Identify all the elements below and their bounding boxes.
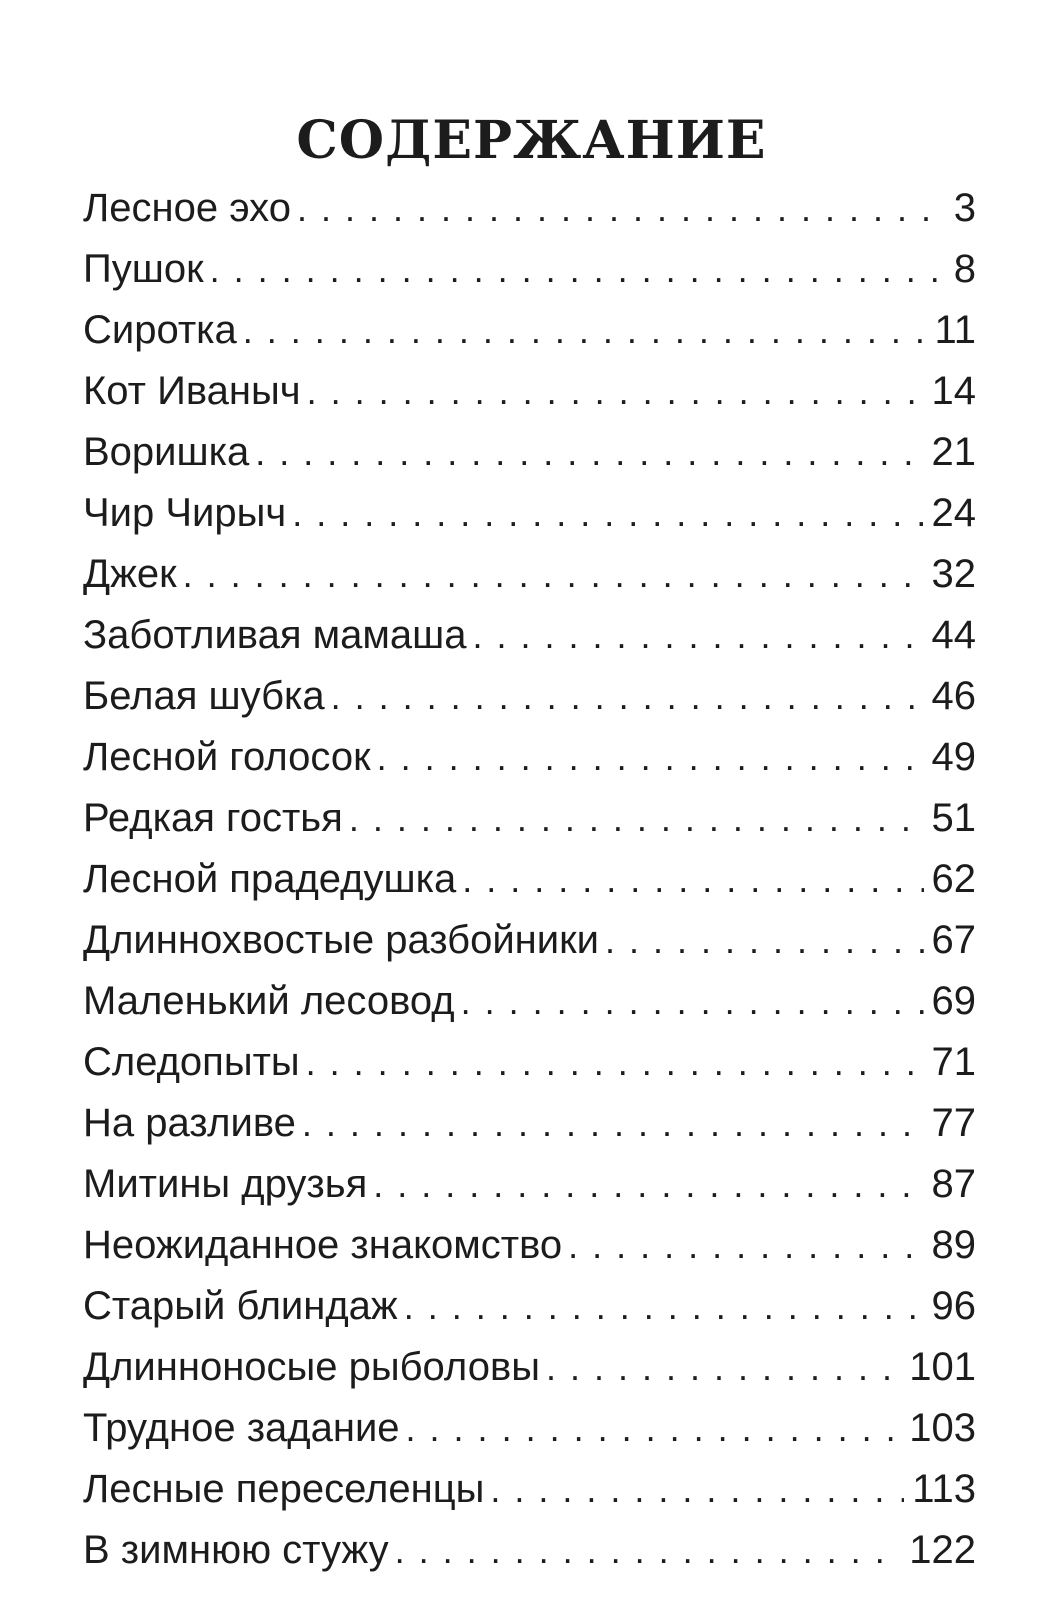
toc-entry-title: Трудное задание	[83, 1406, 400, 1450]
dot-leader	[307, 366, 924, 418]
dot-leader	[183, 549, 924, 601]
toc-entry-page-number: 32	[931, 552, 976, 596]
toc-entry	[83, 792, 976, 853]
toc-entry	[83, 1036, 976, 1097]
toc-entry-title: Заботливая мамаша	[83, 613, 467, 657]
toc-entry-title: Лесное эхо	[83, 186, 291, 230]
dot-leader	[404, 1281, 924, 1333]
toc-entry-title: Сиротка	[83, 308, 237, 352]
toc-entry-title: Лесной прадедушка	[83, 857, 457, 901]
dot-leader	[472, 610, 923, 662]
toc-entry	[83, 914, 976, 975]
dot-leader	[546, 1342, 901, 1394]
toc-entry-page-number: 44	[931, 613, 976, 657]
toc-entry	[83, 1524, 976, 1585]
toc-entry-title: Кот Иваныч	[83, 369, 301, 413]
toc-entry	[83, 975, 976, 1036]
toc-entry-title: В зимнюю стужу	[83, 1528, 389, 1572]
toc-entry	[83, 243, 976, 304]
dot-leader	[377, 732, 924, 784]
toc-entry-title: Неожиданное знакомство	[83, 1223, 563, 1267]
toc-entry	[83, 1219, 976, 1280]
toc-entry-title: Следопыты	[83, 1040, 300, 1084]
toc-entry-page-number: 113	[912, 1467, 976, 1511]
toc-entry-title: Пушок	[83, 247, 204, 291]
toc-entry	[83, 853, 976, 914]
dot-leader	[255, 427, 923, 479]
toc-entry-page-number: 122	[909, 1528, 976, 1572]
dot-leader	[373, 1159, 923, 1211]
dot-leader	[297, 183, 946, 235]
toc-entry	[83, 548, 976, 609]
toc-entry-page-number: 14	[931, 369, 976, 413]
dot-leader	[568, 1220, 923, 1272]
toc-entry	[83, 1280, 976, 1341]
dot-leader	[331, 671, 924, 723]
page-title: СОДЕРЖАНИЕ	[296, 109, 767, 171]
dot-leader	[605, 915, 924, 967]
toc-entry-title: Длинноносые рыболовы	[83, 1345, 540, 1389]
toc-entry-page-number: 51	[931, 796, 976, 840]
toc-entry-page-number: 101	[909, 1345, 976, 1389]
dot-leader	[395, 1525, 902, 1577]
toc-entry-page-number: 62	[931, 857, 976, 901]
toc-entry-page-number: 24	[931, 491, 976, 535]
toc-entry	[83, 1402, 976, 1463]
toc-entry-page-number: 96	[931, 1284, 976, 1328]
dot-leader	[406, 1403, 902, 1455]
toc-entry-page-number: 103	[909, 1406, 976, 1450]
dot-leader	[349, 793, 924, 845]
toc-entry	[83, 1097, 976, 1158]
toc-entry-title: Воришка	[83, 430, 250, 474]
toc-entry	[83, 365, 976, 426]
dot-leader	[243, 305, 927, 357]
toc-entry-title: Маленький лесовод	[83, 979, 455, 1023]
toc-entry-page-number: 49	[931, 735, 976, 779]
toc-entry-page-number: 89	[931, 1223, 976, 1267]
toc-entry-page-number: 77	[931, 1101, 976, 1145]
toc-entry-page-number: 67	[931, 918, 976, 962]
toc-entry	[83, 487, 976, 548]
toc-entry	[83, 426, 976, 487]
toc-entry-page-number: 46	[931, 674, 976, 718]
toc-entry	[83, 731, 976, 792]
toc-entry	[83, 670, 976, 731]
toc-entry-title: Старый блиндаж	[83, 1284, 398, 1328]
toc-entry-title: На разливе	[83, 1101, 296, 1145]
toc-entry-title: Белая шубка	[83, 674, 325, 718]
dot-leader	[302, 1098, 924, 1150]
toc-entry-page-number: 3	[953, 186, 976, 230]
toc-entry-page-number: 69	[931, 979, 976, 1023]
toc-entry	[83, 609, 976, 670]
toc-entry-title: Лесные переселенцы	[83, 1467, 485, 1511]
toc-entry-title: Длиннохвостые разбойники	[83, 918, 599, 962]
dot-leader	[292, 488, 923, 540]
toc-entry	[83, 1463, 976, 1524]
dot-leader	[306, 1037, 924, 1089]
toc-entry-title: Джек	[83, 552, 177, 596]
toc-entry-page-number: 87	[931, 1162, 976, 1206]
toc-entry-page-number: 71	[931, 1040, 976, 1084]
toc-entry-page-number: 8	[953, 247, 976, 291]
dot-leader	[462, 854, 923, 906]
dot-leader	[490, 1464, 904, 1516]
toc-entry-title: Чир Чирыч	[83, 491, 287, 535]
toc-entry	[83, 182, 976, 243]
toc-entry-page-number: 11	[934, 308, 976, 352]
toc-entry-title: Лесной голосок	[83, 735, 371, 779]
toc-entry	[83, 304, 976, 365]
toc-entry	[83, 1341, 976, 1402]
toc-entry-title: Редкая гостья	[83, 796, 343, 840]
table-of-contents	[83, 182, 976, 1585]
dot-leader	[210, 244, 946, 296]
toc-entry-page-number: 21	[931, 430, 976, 474]
toc-entry-title: Митины друзья	[83, 1162, 368, 1206]
toc-entry	[83, 1158, 976, 1219]
dot-leader	[461, 976, 924, 1028]
